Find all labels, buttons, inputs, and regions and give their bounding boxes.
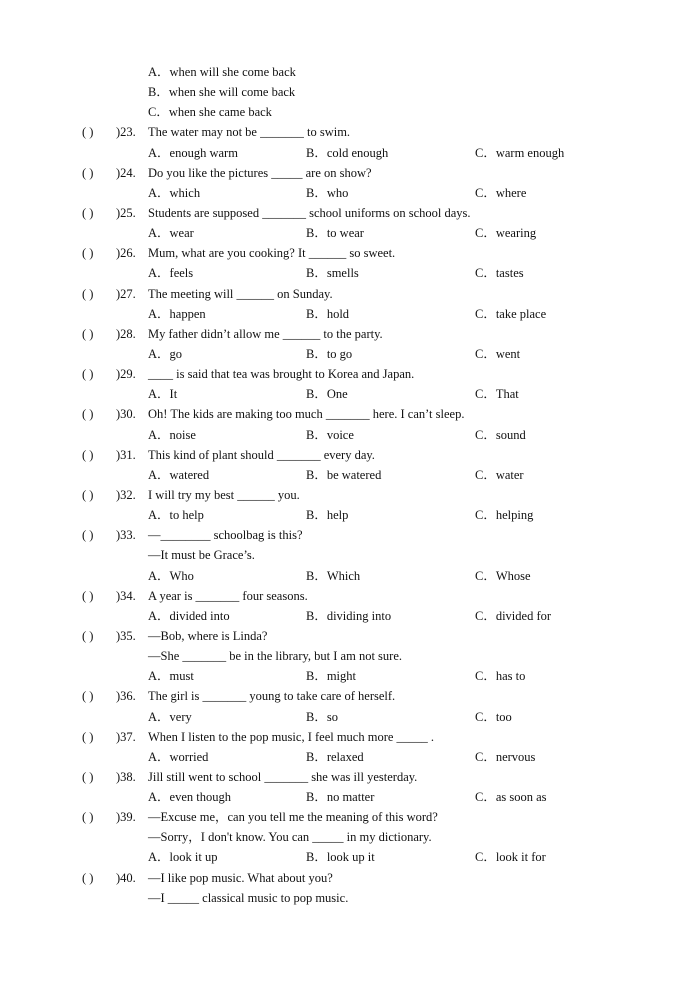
option-a: B．when she will come back bbox=[148, 85, 296, 100]
option-line bbox=[0, 646, 696, 666]
question-line bbox=[0, 163, 696, 183]
option-b: B．look up it bbox=[306, 850, 375, 865]
option-b: B．who bbox=[306, 185, 349, 200]
option-a: A．Who bbox=[148, 568, 194, 583]
question-line bbox=[0, 626, 696, 646]
answer-bracket: ( ) bbox=[82, 729, 94, 744]
option-a: —I _____ classical music to pop music. bbox=[148, 890, 349, 905]
question-stem: Do you like the pictures _____ are on show? bbox=[148, 165, 372, 180]
question-line bbox=[0, 727, 696, 747]
option-c: C．Whose bbox=[475, 568, 531, 583]
answer-bracket: ( ) bbox=[82, 326, 94, 341]
option-c: C．take place bbox=[475, 306, 547, 321]
option-line bbox=[0, 888, 696, 908]
option-line bbox=[0, 183, 696, 203]
option-a: A．very bbox=[148, 709, 192, 724]
answer-bracket: ( ) bbox=[82, 628, 94, 643]
option-line bbox=[0, 787, 696, 807]
question-number: )34. bbox=[116, 588, 136, 603]
question-stem: When I listen to the pop music, I feel much more _____ . bbox=[148, 729, 435, 744]
option-b: B．so bbox=[306, 709, 338, 724]
option-a: A．It bbox=[148, 387, 178, 402]
question-line bbox=[0, 485, 696, 505]
question-stem: I will try my best ______ you. bbox=[148, 487, 300, 502]
option-line bbox=[0, 82, 696, 102]
answer-bracket: ( ) bbox=[82, 205, 94, 220]
option-a: A．to help bbox=[148, 508, 204, 523]
question-stem: This kind of plant should _______ every day. bbox=[148, 447, 375, 462]
exam-sheet bbox=[0, 62, 696, 908]
answer-bracket: ( ) bbox=[82, 447, 94, 462]
option-b: B．to go bbox=[306, 346, 353, 361]
option-line bbox=[0, 566, 696, 586]
option-a: A．enough warm bbox=[148, 145, 238, 160]
answer-bracket: ( ) bbox=[82, 286, 94, 301]
option-a: A．even though bbox=[148, 790, 231, 805]
option-b: B．relaxed bbox=[306, 749, 364, 764]
option-c: C．wearing bbox=[475, 226, 537, 241]
option-b: B．dividing into bbox=[306, 608, 392, 623]
option-line bbox=[0, 465, 696, 485]
question-stem: My father didn’t allow me ______ to the party. bbox=[148, 326, 383, 341]
option-line bbox=[0, 707, 696, 727]
question-number: )40. bbox=[116, 870, 136, 885]
option-line bbox=[0, 747, 696, 767]
option-c: C．water bbox=[475, 467, 524, 482]
option-c: C．went bbox=[475, 346, 521, 361]
option-line bbox=[0, 666, 696, 686]
option-c: C．That bbox=[475, 387, 519, 402]
question-number: )24. bbox=[116, 165, 136, 180]
option-line bbox=[0, 847, 696, 867]
option-c: C．where bbox=[475, 185, 527, 200]
answer-bracket: ( ) bbox=[82, 870, 94, 885]
question-stem: —Bob, where is Linda? bbox=[148, 628, 268, 643]
option-b: B．cold enough bbox=[306, 145, 389, 160]
option-line bbox=[0, 223, 696, 243]
question-stem: Jill still went to school _______ she was ill yesterday. bbox=[148, 769, 418, 784]
answer-bracket: ( ) bbox=[82, 487, 94, 502]
option-b: B．Which bbox=[306, 568, 361, 583]
option-c: C．too bbox=[475, 709, 512, 724]
option-b: B．hold bbox=[306, 306, 350, 321]
question-line bbox=[0, 284, 696, 304]
option-a: A．go bbox=[148, 346, 183, 361]
option-line bbox=[0, 62, 696, 82]
option-c: C．sound bbox=[475, 427, 526, 442]
question-number: )37. bbox=[116, 729, 136, 744]
question-line bbox=[0, 203, 696, 223]
option-c: C．has to bbox=[475, 669, 526, 684]
question-stem: A year is _______ four seasons. bbox=[148, 588, 308, 603]
option-line bbox=[0, 384, 696, 404]
option-a: A．must bbox=[148, 669, 194, 684]
question-stem: The girl is _______ young to take care of herself. bbox=[148, 689, 396, 704]
answer-bracket: ( ) bbox=[82, 689, 94, 704]
question-stem: —Excuse me，can you tell me the meaning of this word? bbox=[148, 810, 438, 825]
option-b: B．to wear bbox=[306, 226, 364, 241]
option-a: A．when will she come back bbox=[148, 65, 296, 79]
option-b: B．be watered bbox=[306, 467, 382, 482]
option-a: A．watered bbox=[148, 467, 210, 482]
option-line bbox=[0, 304, 696, 324]
option-line bbox=[0, 827, 696, 847]
question-number: )30. bbox=[116, 407, 136, 422]
option-line bbox=[0, 344, 696, 364]
question-line bbox=[0, 404, 696, 424]
answer-bracket: ( ) bbox=[82, 769, 94, 784]
option-line bbox=[0, 143, 696, 163]
question-line bbox=[0, 324, 696, 344]
option-b: B．voice bbox=[306, 427, 354, 442]
option-b: B．might bbox=[306, 669, 357, 684]
option-a: C．when she came back bbox=[148, 105, 272, 120]
question-line bbox=[0, 868, 696, 888]
question-number: )38. bbox=[116, 769, 136, 784]
option-line bbox=[0, 606, 696, 626]
question-number: )26. bbox=[116, 246, 136, 261]
question-number: )25. bbox=[116, 205, 136, 220]
option-a: —Sorry，I don't know. You can _____ in my dictionary. bbox=[148, 830, 432, 845]
option-c: C．warm enough bbox=[475, 145, 565, 160]
option-c: C．tastes bbox=[475, 266, 524, 281]
answer-bracket: ( ) bbox=[82, 528, 94, 543]
option-line bbox=[0, 102, 696, 122]
question-stem: —I like pop music. What about you? bbox=[148, 870, 333, 885]
option-line bbox=[0, 545, 696, 565]
option-c: C．as soon as bbox=[475, 790, 547, 805]
question-line bbox=[0, 686, 696, 706]
question-line bbox=[0, 807, 696, 827]
option-a: A．look it up bbox=[148, 850, 218, 865]
option-b: B．One bbox=[306, 387, 348, 402]
question-line bbox=[0, 586, 696, 606]
option-a: A．wear bbox=[148, 226, 194, 241]
option-a: A．noise bbox=[148, 427, 196, 442]
question-number: )39. bbox=[116, 810, 136, 825]
option-a: —It must be Grace’s. bbox=[148, 548, 255, 563]
question-line bbox=[0, 364, 696, 384]
question-number: )35. bbox=[116, 628, 136, 643]
option-a: A．happen bbox=[148, 306, 206, 321]
answer-bracket: ( ) bbox=[82, 246, 94, 261]
option-c: C．look it for bbox=[475, 850, 546, 865]
option-c: C．helping bbox=[475, 508, 534, 523]
option-a: —She _______ be in the library, but I am not sure. bbox=[148, 649, 403, 664]
option-a: A．worried bbox=[148, 749, 209, 764]
question-number: )28. bbox=[116, 326, 136, 341]
option-a: A．which bbox=[148, 185, 201, 200]
answer-bracket: ( ) bbox=[82, 165, 94, 180]
option-line bbox=[0, 505, 696, 525]
question-stem: The water may not be _______ to swim. bbox=[148, 125, 351, 140]
question-number: )32. bbox=[116, 487, 136, 502]
option-a: A．feels bbox=[148, 266, 194, 281]
question-number: )36. bbox=[116, 689, 136, 704]
answer-bracket: ( ) bbox=[82, 407, 94, 422]
question-number: )31. bbox=[116, 447, 136, 462]
question-stem: The meeting will ______ on Sunday. bbox=[148, 286, 333, 301]
option-line bbox=[0, 263, 696, 283]
question-number: )29. bbox=[116, 367, 136, 382]
question-number: )27. bbox=[116, 286, 136, 301]
question-line bbox=[0, 243, 696, 263]
question-stem: Students are supposed _______ school uniforms on school days. bbox=[148, 205, 471, 220]
question-number: )23. bbox=[116, 125, 136, 140]
option-line bbox=[0, 425, 696, 445]
option-c: C．divided for bbox=[475, 608, 552, 623]
question-stem: —________ schoolbag is this? bbox=[148, 528, 303, 543]
question-line bbox=[0, 525, 696, 545]
answer-bracket: ( ) bbox=[82, 810, 94, 825]
question-line bbox=[0, 767, 696, 787]
question-line bbox=[0, 122, 696, 142]
question-stem: ____ is said that tea was brought to Korea and Japan. bbox=[148, 367, 415, 382]
question-line bbox=[0, 445, 696, 465]
answer-bracket: ( ) bbox=[82, 588, 94, 603]
question-stem: Mum, what are you cooking? It ______ so sweet. bbox=[148, 246, 396, 261]
option-c: C．nervous bbox=[475, 749, 536, 764]
option-a: A．divided into bbox=[148, 608, 230, 623]
option-b: B．no matter bbox=[306, 790, 375, 805]
option-b: B．smells bbox=[306, 266, 359, 281]
answer-bracket: ( ) bbox=[82, 125, 94, 140]
question-number: )33. bbox=[116, 528, 136, 543]
question-stem: Oh! The kids are making too much _______ here. I can’t sleep. bbox=[148, 407, 465, 422]
option-b: B．help bbox=[306, 508, 349, 523]
answer-bracket: ( ) bbox=[82, 367, 94, 382]
